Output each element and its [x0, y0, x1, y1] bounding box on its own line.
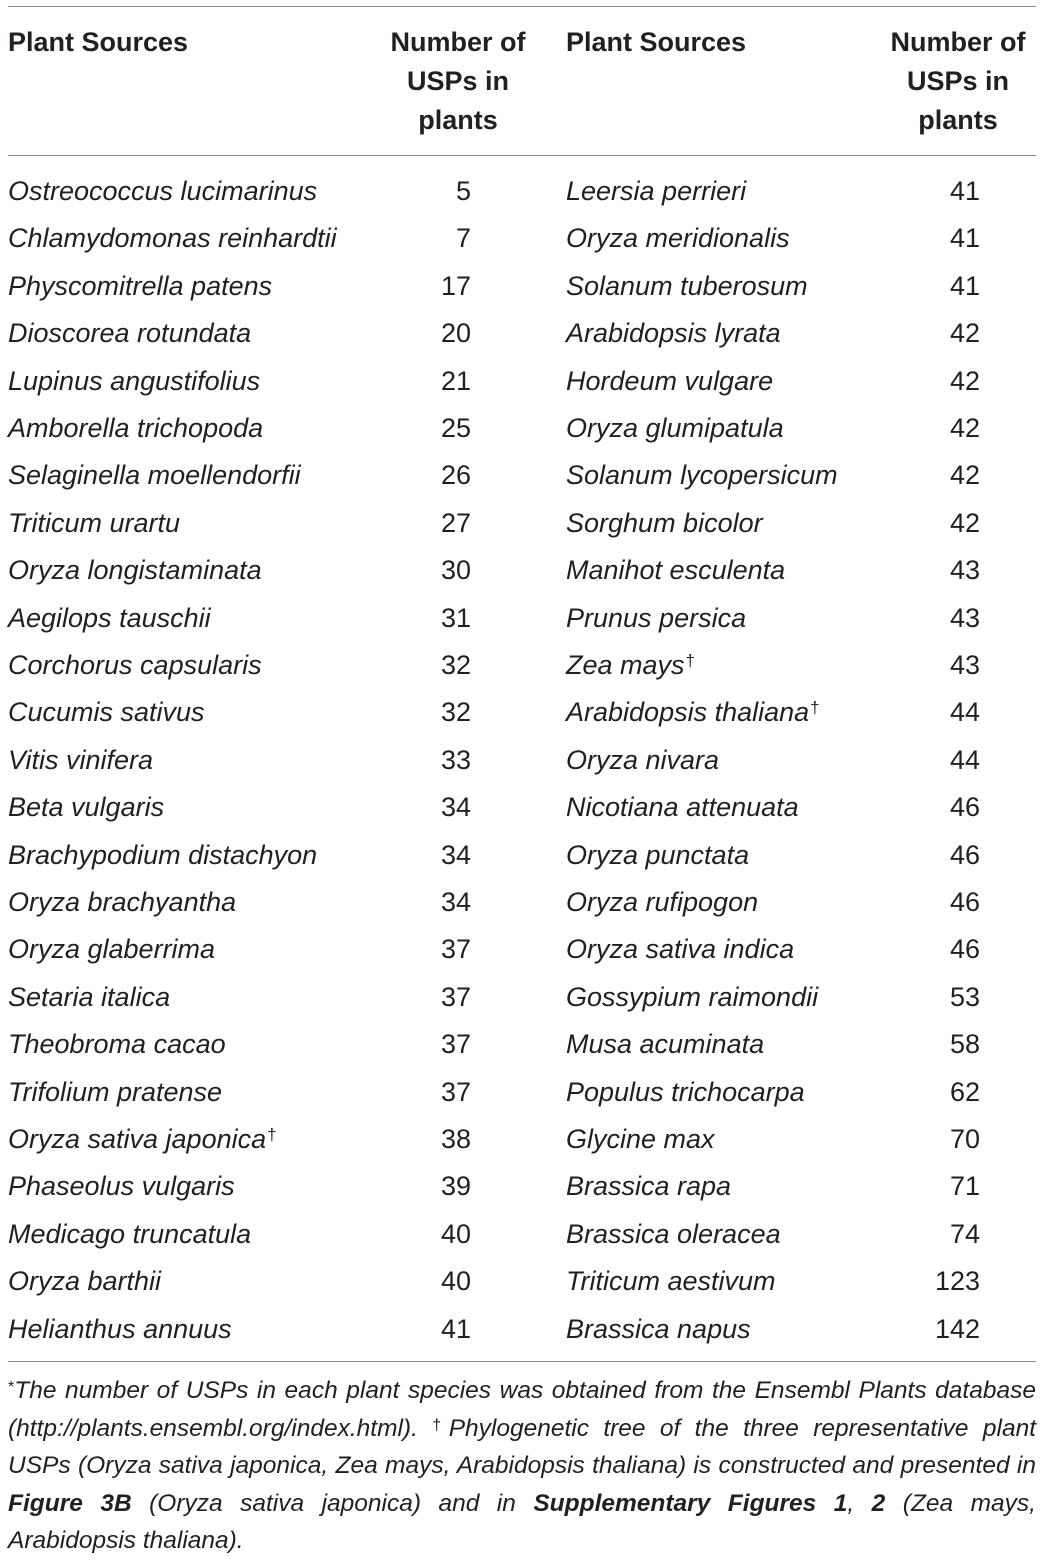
plant-source-name	[8, 365, 260, 397]
plant-source-name-text: Oryza sativa indica	[566, 934, 795, 965]
usp-count: 41	[949, 270, 980, 301]
usp-count: 31	[440, 602, 471, 633]
dagger-mark: †	[685, 651, 696, 670]
plant-source-name-text: Selaginella moellendorfii	[8, 460, 301, 491]
usp-count: 5	[455, 176, 471, 206]
plant-source-name	[8, 270, 272, 302]
plant-source-name-text: Solanum tuberosum	[566, 270, 808, 301]
plant-source-name-text: Oryza glumipatula	[566, 413, 784, 443]
usp-count: 53	[949, 981, 980, 1012]
plant-source-name	[566, 270, 808, 302]
plant-source-name	[8, 839, 317, 871]
plant-source-name-text: Chlamydomonas reinhardtii	[8, 223, 337, 254]
plant-source-name-text: Arabidopsis thaliana	[566, 697, 810, 728]
plant-source-name-text: Oryza meridionalis	[566, 223, 790, 254]
usp-count: 33	[440, 744, 471, 775]
plant-source-name	[566, 602, 746, 634]
plant-source-name-text: Cucumis sativus	[8, 697, 205, 728]
plant-source-name-text: Triticum aestivum	[566, 1266, 776, 1297]
plant-source-name-text: Oryza brachyantha	[8, 887, 237, 917]
footnote-text-2: Phylogenetic tree of the three representative plant USPs (Oryza sativa japonica, Zea mays, Arabidopsis thaliana) is constructed and presented in	[8, 1414, 1036, 1479]
plant-source-name	[566, 981, 818, 1013]
usp-count: 41	[440, 1313, 471, 1344]
plant-source-name-text: Medicago truncatula	[8, 1218, 252, 1249]
usp-count: 37	[440, 981, 471, 1012]
plant-source-name	[566, 649, 695, 681]
plant-source-name	[566, 459, 838, 491]
header-plant-sources-left: Plant Sources	[8, 27, 189, 57]
plant-source-name-text: Nicotiana attenuata	[566, 792, 799, 823]
supplementary-figure-2-reference: 2	[871, 1489, 886, 1517]
plant-source-name-text: Musa acuminata	[566, 1029, 765, 1060]
footnote-asterisk: *	[8, 1379, 15, 1396]
plant-source-name	[8, 886, 236, 918]
plant-source-name-text: Arabidopsis lyrata	[566, 318, 781, 349]
footnote-text-1: The number of USPs in each plant species was obtained from the Ensembl Plants database (http://plants.ensembl.org/index.html).	[8, 1377, 1036, 1442]
plant-source-name-text: Hordeum vulgare	[566, 365, 774, 396]
plant-source-name	[566, 317, 781, 349]
plant-source-name	[8, 1076, 222, 1108]
table-top-rule	[8, 6, 1036, 7]
plant-source-name-text: Oryza glaberrima	[8, 934, 216, 965]
header-usp-count-right: Number of USPs in plants	[890, 27, 1026, 135]
header-usp-count-left: Number of USPs in plants	[390, 27, 526, 135]
footnote-text-3: (Oryza sativa japonica) and in	[131, 1489, 534, 1517]
plant-source-name	[566, 412, 784, 444]
plant-source-name	[566, 1076, 805, 1108]
usp-count: 39	[440, 1171, 471, 1202]
plant-source-name	[566, 1218, 781, 1250]
usp-count: 25	[440, 413, 471, 443]
footnote-text-4: ,	[847, 1489, 872, 1517]
plant-source-name-text: Beta vulgaris	[8, 792, 165, 823]
plant-source-name-text: Prunus persica	[566, 602, 747, 633]
usp-count: 27	[440, 507, 471, 538]
usp-count: 37	[440, 934, 471, 965]
plant-source-name-text: Manihot esculenta	[566, 555, 786, 586]
plant-source-name-text: Phaseolus vulgaris	[8, 1171, 235, 1202]
plant-source-name	[566, 1265, 776, 1297]
plant-source-name	[8, 317, 251, 349]
plant-source-name-text: Glycine max	[566, 1124, 715, 1154]
plant-source-name	[566, 791, 799, 823]
usp-count: 38	[440, 1124, 471, 1154]
plant-source-name-text: Setaria italica	[8, 981, 171, 1012]
plant-source-name	[566, 222, 790, 254]
plant-source-name-text: Physcomitrella patens	[8, 270, 273, 301]
plant-source-name	[566, 1313, 751, 1345]
table-bottom-rule	[8, 1361, 1036, 1362]
usp-count: 70	[949, 1124, 980, 1154]
plant-source-name-text: Oryza sativa japonica	[8, 1124, 267, 1154]
footnote-dagger: †	[432, 1416, 449, 1434]
usp-count: 20	[440, 318, 471, 349]
usp-count: 42	[949, 507, 980, 538]
plant-source-name-text: Sorghum bicolor	[566, 507, 763, 538]
plant-source-name	[8, 981, 170, 1013]
plant-source-name-text: Helianthus annuus	[8, 1313, 232, 1344]
usp-count: 46	[949, 934, 980, 965]
plant-source-name	[8, 602, 211, 634]
plant-source-name-text: Oryza barthii	[8, 1266, 162, 1297]
plant-source-name	[8, 507, 180, 539]
usp-count: 44	[949, 697, 980, 728]
usp-count: 17	[440, 270, 471, 301]
usp-count: 34	[440, 887, 471, 917]
plant-source-name-text: Leersia perrieri	[566, 176, 747, 206]
usp-count: 34	[440, 839, 471, 870]
usp-count: 42	[949, 318, 980, 349]
usp-count: 46	[949, 792, 980, 823]
plant-source-name	[8, 744, 153, 776]
plant-source-name-text: Brassica oleracea	[566, 1218, 781, 1249]
plant-source-name	[8, 175, 317, 207]
usp-count: 46	[949, 887, 980, 917]
plant-source-name	[566, 696, 820, 728]
plant-source-name-text: Populus trichocarpa	[566, 1076, 805, 1107]
usp-count: 32	[440, 650, 471, 680]
usp-count: 62	[949, 1076, 980, 1107]
plant-source-name-text: Corchorus capsularis	[8, 650, 262, 680]
usp-count: 46	[949, 839, 980, 870]
plant-source-name	[8, 696, 205, 728]
plant-source-name-text: Oryza punctata	[566, 839, 750, 870]
plant-source-name	[8, 1265, 161, 1297]
plant-source-name	[8, 933, 215, 965]
plant-source-name	[566, 365, 773, 397]
plant-source-name	[8, 222, 337, 254]
plant-source-name-text: Brachypodium distachyon	[8, 839, 318, 870]
plant-source-name-text: Theobroma cacao	[8, 1029, 226, 1060]
plant-source-name	[8, 554, 262, 586]
supplementary-figures-reference: Supplementary Figures 1	[533, 1489, 848, 1517]
plant-source-name-text: Gossypium raimondii	[566, 981, 819, 1012]
plant-source-name	[566, 886, 758, 918]
plant-source-name	[8, 1313, 232, 1345]
header-plant-sources-right: Plant Sources	[566, 27, 747, 57]
plant-source-name-text: Oryza nivara	[566, 744, 720, 775]
plant-source-name	[8, 412, 263, 444]
usp-count: 40	[440, 1218, 471, 1249]
header-divider-rule	[8, 155, 1036, 156]
usp-count: 30	[440, 555, 471, 586]
plant-source-name-text: Brassica napus	[566, 1313, 751, 1344]
usp-count: 142	[934, 1313, 980, 1344]
plant-source-name	[566, 507, 763, 539]
plant-source-name	[566, 1170, 731, 1202]
plant-source-name	[8, 459, 301, 491]
figure-3b-reference: Figure 3B	[8, 1489, 132, 1517]
usp-count: 32	[440, 697, 471, 728]
plant-source-name	[566, 933, 794, 965]
usp-count: 42	[949, 413, 980, 443]
usp-count: 42	[949, 460, 980, 491]
usp-count: 37	[440, 1029, 471, 1060]
plant-source-name-text: Solanum lycopersicum	[566, 460, 838, 491]
usp-count: 123	[934, 1266, 980, 1297]
usp-count: 41	[949, 176, 980, 206]
usp-count: 74	[949, 1218, 980, 1249]
plant-source-name	[8, 649, 262, 681]
plant-source-name-text: Triticum urartu	[8, 507, 181, 538]
plant-source-name-text: Ostreococcus lucimarinus	[8, 176, 318, 206]
usp-count: 21	[440, 365, 471, 396]
plant-source-name-text: Zea mays	[566, 650, 685, 680]
plant-source-name-text: Lupinus angustifolius	[8, 365, 261, 396]
plant-source-name-text: Brassica rapa	[566, 1171, 732, 1202]
plant-source-name	[8, 1028, 226, 1060]
usp-count: 7	[455, 223, 471, 254]
plant-source-name-text: Oryza rufipogon	[566, 887, 759, 917]
usp-count: 71	[949, 1171, 980, 1202]
usp-count: 43	[949, 602, 980, 633]
usp-count: 40	[440, 1266, 471, 1297]
usp-count: 37	[440, 1076, 471, 1107]
plant-source-name-text: Aegilops tauschii	[8, 602, 211, 633]
plant-source-name	[566, 554, 785, 586]
usp-count: 44	[949, 744, 980, 775]
usp-count: 43	[949, 555, 980, 586]
footnote-text-5: (Zea mays, Arabidopsis thaliana).	[8, 1489, 1036, 1554]
usp-count: 26	[440, 460, 471, 491]
plant-source-name	[8, 1218, 251, 1250]
usp-count: 34	[440, 792, 471, 823]
plant-source-name	[566, 1028, 764, 1060]
plant-source-name	[566, 175, 746, 207]
plant-source-name-text: Dioscorea rotundata	[8, 318, 252, 349]
plant-source-name	[566, 1123, 715, 1155]
usp-count: 58	[949, 1029, 980, 1060]
plant-source-name-text: Oryza longistaminata	[8, 555, 262, 586]
plant-source-name	[566, 839, 749, 871]
dagger-mark: †	[810, 698, 820, 718]
usp-count: 42	[949, 365, 980, 396]
plant-source-name-text: Trifolium pratense	[8, 1076, 223, 1107]
plant-source-name	[8, 1123, 277, 1155]
table-footnote	[8, 1372, 1036, 1560]
usp-count: 41	[949, 223, 980, 254]
plant-source-name-text: Amborella trichopoda	[8, 413, 264, 443]
plant-source-name-text: Vitis vinifera	[8, 744, 154, 775]
dagger-mark: †	[267, 1125, 277, 1144]
plant-source-name	[8, 1170, 235, 1202]
usp-count: 43	[949, 650, 980, 680]
plant-source-name	[566, 744, 719, 776]
plant-source-name	[8, 791, 164, 823]
